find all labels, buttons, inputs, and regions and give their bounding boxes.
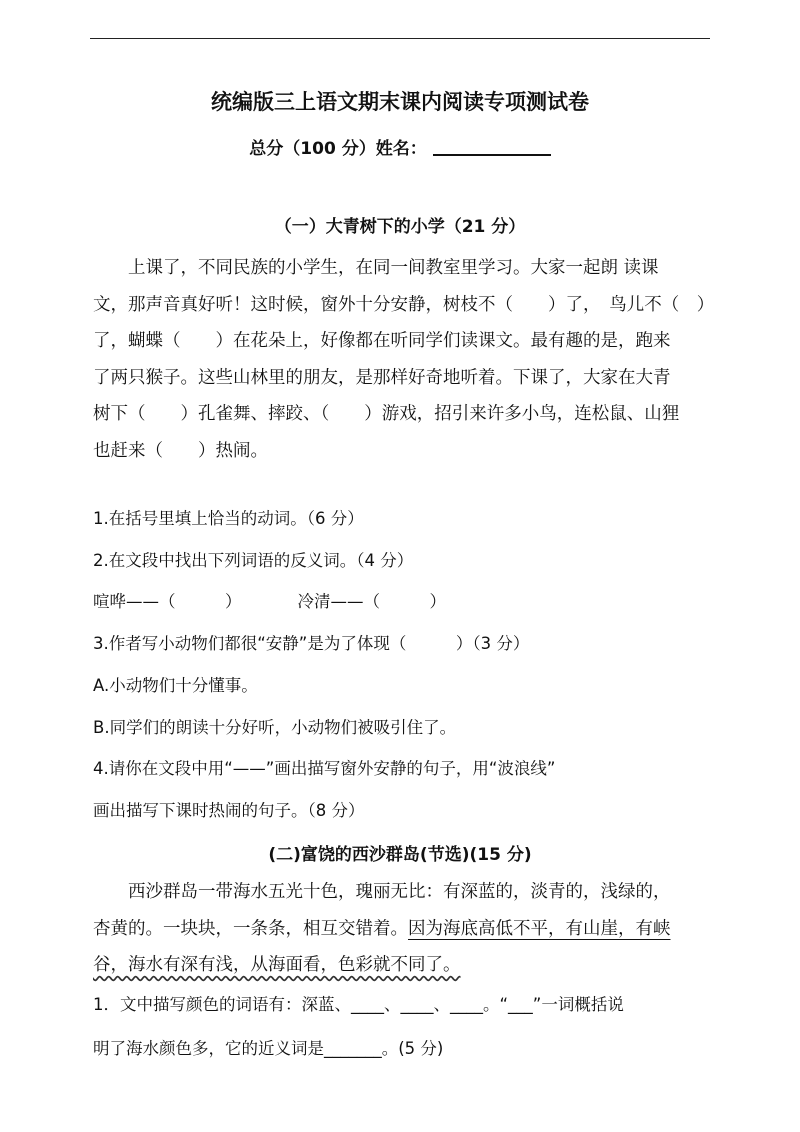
question-1: 1.在括号里填上恰当的动词。（6 分） [93,509,364,528]
antonym-item-a: 喧哗——（ ） [93,592,242,611]
passage-line: 树下（ ）孔雀舞、摔跤、（ ）游戏，招引来许多小鸟，连松鼠、山狸 [93,404,680,424]
section2-question-1-line1: 1．文中描写颜色的词语有：深蓝、____、____、____。“___”一词概括说 [93,995,624,1014]
question-2-items [93,588,446,612]
wavy-underlined-sentence: 谷，海水有深有浅，从海面看，色彩就不同了。 [93,955,461,975]
section2-heading: (二)富饶的西沙群岛(节选)(15 分) [268,845,532,865]
passage-line: 了，蝴蝶（ ）在花朵上，好像都在听同学们读课文。最有趣的是，跑来 [93,331,671,351]
question-4-line2: 画出描写下课时热闹的句子。（8 分） [93,801,365,820]
question-4-line1: 4.请你在文段中用“——”画出描写窗外安静的句子，用“波浪线” [93,759,556,778]
antonym-item-b: 冷清——（ ） [297,592,446,611]
passage-line: 西沙群岛一带海水五光十色，瑰丽无比：有深蓝的，淡青的，浅绿的， [93,882,671,902]
passage-line: 文，那声音真好听！这时候，窗外十分安静，树枝不（ ）了， 鸟儿不（ ） [93,294,715,315]
passage-plain-text: 杏黄的。一块块，一条条，相互交错着。 [93,918,408,939]
question-2: 2.在文段中找出下列词语的反义词。（4 分） [93,551,414,570]
page-title: 统编版三上语文期末课内阅读专项测试卷 [211,90,589,114]
option-a: A.小动物们十分懂事。 [93,676,258,695]
header-rule [90,38,710,39]
passage-line [93,911,715,948]
score-label: 总分（100 分）姓名： [249,139,427,159]
passage-line: 了两只猴子。这些山林里的朋友，是那样好奇地听着。下课了，大家在大青 [93,367,671,388]
passage-line: 也赶来（ ）热闹。 [93,440,268,461]
section1-heading: （一）大青树下的小学（21 分） [274,217,526,237]
passage-line: 上课了，不同民族的小学生，在同一间教室里学习。大家一起朗 读课 [93,258,659,278]
section2-question-1-line2: 明了海水颜色多，它的近义词是_______。(5 分) [93,1039,444,1058]
section1-passage [93,250,715,469]
option-b: B.同学们的朗读十分好听，小动物们被吸引住了。 [93,718,457,737]
section2-passage [93,874,715,984]
question-3: 3.作者写小动物们都很“安静”是为了体现（ ）（3 分） [93,634,530,653]
score-name-line [0,134,800,159]
passage-line [93,947,715,984]
underlined-sentence: 因为海底高低不平，有山崖，有峡 [408,918,671,939]
name-blank[interactable] [433,153,551,156]
